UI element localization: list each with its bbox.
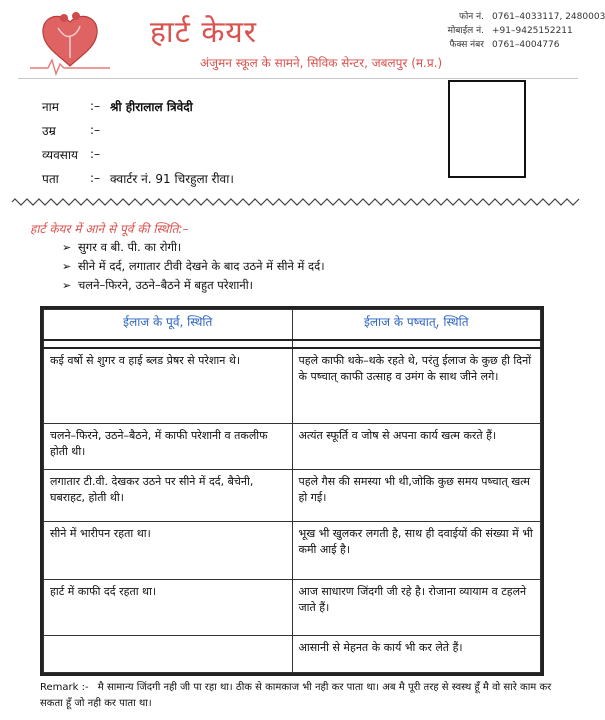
cell-before: लगातार टी.वी. देखकर उठने पर सीने में दर्द, बैचेनी, घबराहट, होती थी। xyxy=(44,470,293,522)
list-item-text: चलने–फिरने, उठने–बैठने में बहुत परेशानी। xyxy=(78,278,254,292)
table-row xyxy=(44,580,541,636)
cell-before: हार्ट में काफी दर्द रहता था। xyxy=(44,580,293,636)
contact-label: फोन नं. xyxy=(459,12,484,22)
detail-row-name xyxy=(42,94,234,118)
column-header-after: ईलाज के पष्चात्, स्थिति xyxy=(292,310,541,340)
remark-label: Remark :- xyxy=(40,682,89,693)
list-item-text: सीने में दर्द, लगातार टीवी देखने के बाद उठने में सीने में दर्द। xyxy=(78,259,325,273)
detail-label: उम्र xyxy=(42,123,56,138)
list-item xyxy=(62,238,325,257)
cell-after: पहले काफी थके–थके रहते थे, परंतु ईलाज के कुछ ही दिनों के पष्चात् काफी उत्साह व उमंग के साथ जीने लगे। xyxy=(292,348,541,424)
contact-fax xyxy=(412,38,605,52)
contact-label: मोबाईल नं. xyxy=(447,26,484,36)
arrow-bullet-icon: ➢ xyxy=(62,241,72,254)
cell-after: आज साधारण जिंदगी जी रहे है। रोजाना व्यायाम व टहलने जाते हैं। xyxy=(292,580,541,636)
cell-after: आसानी से मेहनत के कार्य भी कर लेते हैं। xyxy=(292,636,541,673)
clinic-address: अंजुमन स्कूल के सामने, सिविक सेन्टर, जबलपुर (म.प्र.) xyxy=(200,56,443,70)
contact-value: 0761–4004776 xyxy=(492,40,560,50)
table-row xyxy=(44,424,541,470)
contact-value: 0761–4033117, 2480003 xyxy=(492,12,605,22)
detail-sep: :– xyxy=(90,147,101,161)
remark xyxy=(40,680,560,712)
column-header-before: ईलाज के पूर्व, स्थिति xyxy=(44,310,293,340)
list-item-text: सुगर व बी. पी. का रोगी। xyxy=(78,240,182,254)
cell-before: कई वर्षो से शुगर व हाई ब्लड प्रेषर से परेशान थे। xyxy=(44,348,293,424)
detail-sep: :– xyxy=(90,123,101,137)
contact-mobile xyxy=(412,24,605,38)
cell-after: अत्यंत स्फूर्ति व जोष से अपना कार्य खत्म करते हैं। xyxy=(292,424,541,470)
detail-value: श्री हीरालाल त्रिवेदी xyxy=(110,99,193,114)
detail-label: नाम xyxy=(42,99,59,114)
contact-phone xyxy=(412,10,605,24)
decorative-divider xyxy=(12,193,578,205)
cell-before: चलने–फिरने, उठने–बैठने, में काफी परेशानी व तकलीफ होती थी। xyxy=(44,424,293,470)
detail-label: व्यवसाय xyxy=(42,147,78,162)
table-header-row xyxy=(44,310,541,340)
patient-details xyxy=(42,94,234,190)
detail-value: क्वार्टर नं. 91 चिरहुला रीवा। xyxy=(110,171,234,186)
contact-label: फैक्स नंबर xyxy=(449,40,484,50)
before-list xyxy=(62,238,325,295)
cell-after: पहले गैस की समस्या भी थी,जोकि कुछ समय पष्चात् खत्म हो गई। xyxy=(292,470,541,522)
contact-value: +91–9425152211 xyxy=(492,26,573,36)
detail-row-occupation xyxy=(42,142,234,166)
remark-text: मै सामान्य जिंदगी नही जी पा रहा था। ठीक से कामकाज भी नही कर पाता था। अब मै पूरी तरह से स्वस्थ हूँ मै वो सारे काम कर सकता हूँ जो नही कर पाता था। xyxy=(40,682,552,709)
table-row xyxy=(44,470,541,522)
cell-before: सीने में भारीपन रहता था। xyxy=(44,522,293,580)
table-spacer xyxy=(44,340,541,348)
cell-after: भूख भी खुलकर लगती है, साथ ही दवाईयों की संख्या में भी कमी आई है। xyxy=(292,522,541,580)
list-item xyxy=(62,257,325,276)
detail-row-address xyxy=(42,166,234,190)
comparison-table xyxy=(40,306,544,676)
list-item xyxy=(62,276,325,295)
arrow-bullet-icon: ➢ xyxy=(62,260,72,273)
detail-sep: :– xyxy=(90,171,101,185)
section-title: हार्ट केयर में आने से पूर्व की स्थिति:– xyxy=(30,222,189,236)
table-row xyxy=(44,522,541,580)
contact-block xyxy=(412,10,605,52)
detail-label: पता xyxy=(42,171,59,186)
table-row xyxy=(44,636,541,673)
table-row xyxy=(44,348,541,424)
header-divider xyxy=(18,78,578,79)
photo-box xyxy=(448,80,526,178)
heart-logo-icon xyxy=(28,8,112,80)
detail-row-age xyxy=(42,118,234,142)
detail-sep: :– xyxy=(90,99,101,113)
cell-before xyxy=(44,636,293,673)
brand-title: हार्ट केयर xyxy=(150,15,258,50)
arrow-bullet-icon: ➢ xyxy=(62,279,72,292)
